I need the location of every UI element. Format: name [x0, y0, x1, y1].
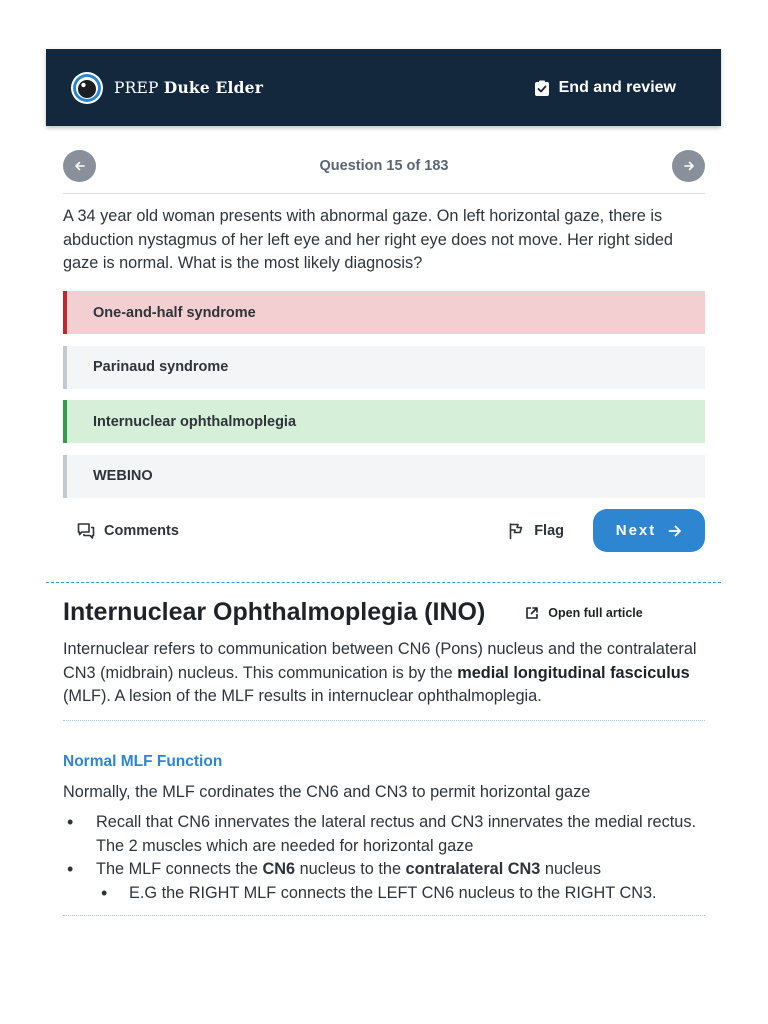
section-separator	[46, 582, 721, 583]
sub-list-item: • E.G the RIGHT MLF connects the LEFT CN6 nucleus to the RIGHT CN3.	[63, 882, 708, 906]
answer-option-label: One-and-half syndrome	[93, 304, 256, 321]
question-counter: Question 15 of 183	[319, 158, 449, 174]
brand[interactable]	[70, 71, 263, 105]
answer-options	[63, 291, 705, 509]
list-item	[63, 858, 708, 882]
open-full-article-label: Open full article	[548, 605, 643, 620]
eye-logo-icon	[70, 71, 104, 105]
list-item-bold: CN6	[262, 860, 296, 878]
list-item-text: nucleus	[540, 860, 602, 878]
question-actions	[63, 509, 705, 552]
comments-icon	[77, 522, 95, 540]
article-intro-text: (MLF). A lesion of the MLF results in internuclear ophthalmoplegia.	[63, 687, 542, 705]
next-label: Next	[615, 522, 657, 539]
answer-option[interactable]	[63, 455, 705, 498]
brand-prefix: PREP	[114, 79, 159, 97]
divider	[63, 193, 705, 194]
bullet-list	[63, 811, 708, 905]
question-text: A 34 year old woman presents with abnormal gaze. On left horizontal gaze, there is abduction nystagmus of her left eye and her right eye does not move. Her right sided gaze is normal. What is the most likely diagnosis?	[63, 207, 673, 272]
flag-button[interactable]	[507, 522, 564, 540]
arrow-left-icon	[74, 160, 86, 172]
answer-option-label: WEBINO	[93, 468, 153, 484]
app-header	[46, 49, 721, 126]
section-intro: Normally, the MLF cordinates the CN6 and CN3 to permit horizontal gaze	[63, 783, 591, 801]
previous-question-button[interactable]	[63, 150, 96, 182]
list-item-text: The MLF connects the	[96, 860, 263, 878]
brand-text	[114, 78, 263, 97]
comments-button[interactable]	[77, 522, 179, 540]
external-link-icon	[525, 606, 539, 620]
end-and-review-button[interactable]	[534, 79, 676, 97]
divider	[63, 720, 705, 721]
divider	[63, 915, 705, 916]
list-item-bold: contralateral CN3	[405, 860, 541, 878]
arrow-right-icon	[668, 524, 682, 538]
answer-option-correct[interactable]	[63, 400, 705, 443]
right-actions	[507, 509, 705, 552]
list-item: • Recall that CN6 innervates the lateral rectus and CN3 innervates the medial rectus. The 2 muscles which are needed for horizontal gaze	[63, 811, 708, 858]
next-question-button[interactable]	[672, 150, 705, 182]
answer-option-label: Internuclear ophthalmoplegia	[93, 413, 297, 430]
article-intro-text: Internuclear refers to communication between CN6 (Pons) nucleus and the contralateral CN3 (midbrain) nucleus. This communication is by the	[63, 640, 697, 682]
answer-option[interactable]	[63, 346, 705, 389]
arrow-right-icon	[683, 160, 695, 172]
brand-name: Duke Elder	[163, 78, 264, 97]
answer-option-incorrect[interactable]	[63, 291, 705, 334]
section-heading: Normal MLF Function	[63, 753, 223, 770]
flag-icon	[507, 522, 525, 540]
article-intro-bold: medial longitudinal fasciculus	[457, 663, 690, 682]
comments-label: Comments	[104, 522, 179, 539]
next-button[interactable]	[593, 509, 705, 552]
open-full-article-link[interactable]	[525, 606, 642, 620]
clipboard-check-icon	[534, 80, 550, 96]
list-item-text: nucleus to the	[295, 860, 406, 878]
flag-label: Flag	[534, 522, 564, 539]
question-navigation	[63, 150, 705, 182]
end-and-review-label: End and review	[558, 78, 676, 96]
answer-option-label: Parinaud syndrome	[93, 359, 229, 375]
article-title: Internuclear Ophthalmoplegia (INO)	[63, 598, 486, 626]
article-header	[63, 598, 708, 627]
article-intro	[63, 638, 708, 709]
